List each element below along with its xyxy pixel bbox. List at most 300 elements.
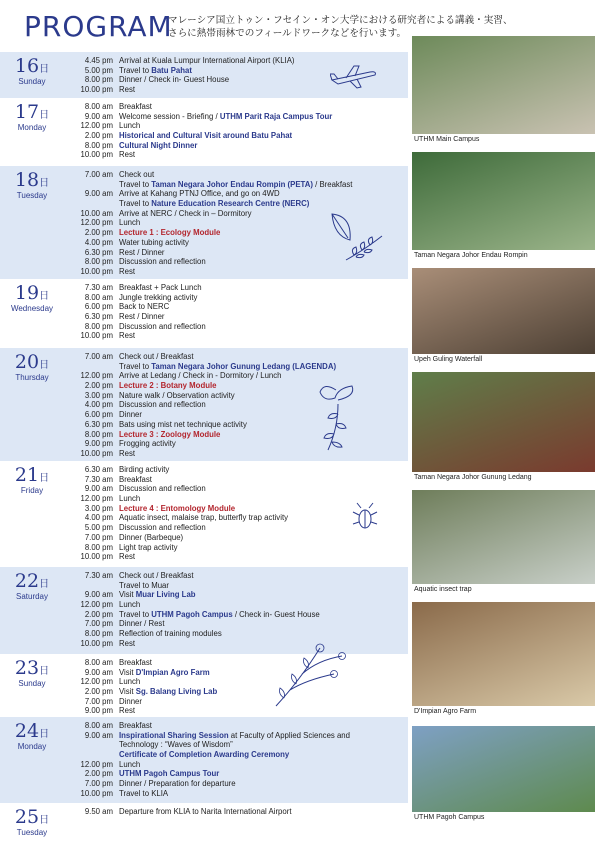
- activity-text: [119, 302, 169, 312]
- day-kanji: 日: [39, 729, 50, 740]
- activity-time: 7.00 am: [84, 352, 113, 361]
- activity-text: [119, 121, 140, 131]
- activity-text: [119, 769, 219, 779]
- photo-caption: Taman Negara Johor Endau Rompin: [414, 252, 528, 259]
- activity-text-part: Arrival at Kuala Lumpur International Airport (KLIA): [119, 56, 295, 65]
- day-activities: [68, 658, 408, 716]
- activity-text-part: Discussion and reflection: [119, 484, 206, 494]
- activity-time: 7.30 am: [84, 283, 113, 292]
- activity-time: 8.00 pm: [84, 140, 113, 150]
- activity-time: 7.00 pm: [84, 779, 113, 789]
- activity-text: [119, 381, 216, 391]
- activity-row: [68, 769, 408, 779]
- activity-text: [119, 66, 192, 76]
- activity-row: [68, 619, 408, 629]
- day-block: [0, 98, 408, 166]
- activity-text: [119, 504, 235, 514]
- waterfall-photo: [412, 268, 595, 354]
- activity-text: [119, 400, 206, 410]
- day-label: [0, 102, 64, 132]
- activity-time: 2.00 pm: [84, 228, 113, 238]
- activity-text: [119, 85, 135, 95]
- activity-text: [119, 410, 142, 420]
- day-kanji: 日: [39, 473, 50, 484]
- activity-text-part: Birding activity: [119, 465, 170, 474]
- highlight-text: Taman Negara Johor Endau Rompin (PETA): [151, 179, 313, 189]
- activity-row: [68, 322, 408, 332]
- highlight-text: Taman Negara Johor Gunung Ledang (LAGENDA): [151, 361, 337, 371]
- activity-row: [68, 581, 408, 591]
- activity-time: 7.00 pm: [84, 696, 113, 706]
- activity-time: 3.00 pm: [84, 503, 113, 513]
- activity-time: 8.00 pm: [84, 429, 113, 439]
- activity-time: 6.30 pm: [84, 312, 113, 322]
- activity-time: 9.00 am: [84, 484, 113, 494]
- activity-text-part: Dinner / Check in- Guest House: [119, 75, 230, 85]
- activity-row: [68, 352, 408, 362]
- day-weekday: Tuesday: [16, 191, 48, 200]
- day-number: 17: [14, 101, 40, 123]
- activity-row: [68, 112, 408, 122]
- activity-text: [119, 721, 152, 731]
- activity-time: 5.00 pm: [84, 523, 113, 533]
- activity-row: [68, 721, 408, 731]
- activity-text: [119, 293, 197, 303]
- activity-text-part: Discussion and reflection: [119, 523, 206, 533]
- activity-text: [119, 789, 168, 799]
- activity-text: [119, 465, 169, 475]
- activity-time: 9.00 am: [84, 189, 113, 199]
- activity-row: [68, 552, 408, 562]
- activity-text: [119, 312, 165, 322]
- activity-time: 10.00 pm: [80, 638, 113, 648]
- activity-text: [119, 189, 280, 199]
- activity-text: [119, 102, 152, 112]
- activity-time: 7.00 am: [84, 170, 113, 179]
- activity-text: [119, 439, 176, 449]
- activity-time: 10.00 pm: [80, 331, 113, 341]
- activity-row: [68, 331, 408, 341]
- activity-row: [68, 807, 408, 817]
- day-weekday: Wednesday: [10, 304, 54, 313]
- activity-text: [119, 371, 282, 381]
- activity-text-part: Dinner (Barbeque): [119, 532, 184, 542]
- activity-row: [68, 571, 408, 581]
- activity-row: [68, 668, 408, 678]
- subtitle-line-1: マレーシア国立トゥン・フセイン・オン大学における研究者による講義・実習、: [168, 15, 513, 26]
- activity-text-part: Lunch: [119, 218, 141, 228]
- day-label: [0, 658, 64, 688]
- activity-time: 6.30 pm: [84, 419, 113, 429]
- activity-time: 12.00 pm: [80, 759, 113, 769]
- activity-text: [119, 731, 350, 741]
- activity-time: 8.00 am: [84, 721, 113, 730]
- activity-row: [68, 658, 408, 668]
- day-kanji: 日: [39, 360, 50, 371]
- activity-text: [119, 248, 165, 258]
- activity-text-part: Rest: [119, 706, 136, 716]
- activity-time: 10.00 pm: [80, 788, 113, 798]
- activity-text: [119, 362, 336, 372]
- activity-text-part: Breakfast: [119, 658, 152, 667]
- activity-text: [119, 697, 142, 707]
- activity-text-part: Rest: [119, 448, 136, 458]
- activity-text: [119, 475, 152, 485]
- activity-text-part: Visit: [119, 590, 136, 600]
- activity-time: 9.00 am: [84, 730, 113, 740]
- activity-text: [119, 687, 217, 697]
- activity-text: [119, 581, 169, 591]
- activity-text-part: Back to NERC: [119, 302, 170, 312]
- activity-time: 8.00 pm: [84, 629, 113, 639]
- activity-text-part: Technology : “Waves of Wisdom”: [119, 740, 233, 750]
- day-block: [0, 461, 408, 567]
- photo-caption: Taman Negara Johor Gunung Ledang: [414, 474, 532, 481]
- activity-text: [119, 352, 194, 362]
- highlight-text: D'Impian Agro Farm: [135, 667, 210, 677]
- activity-text-part: Check out: [119, 170, 155, 179]
- activity-text: [119, 170, 154, 180]
- goat-farm-photo: [412, 602, 595, 706]
- activity-row: [68, 141, 408, 151]
- activity-time: 9.00 pm: [84, 439, 113, 449]
- activity-text-part: Dinner: [119, 410, 142, 420]
- day-weekday: Tuesday: [16, 828, 48, 837]
- day-activities: [68, 283, 408, 341]
- activity-row: [68, 484, 408, 494]
- activity-text: [119, 706, 135, 716]
- activity-time: 10.00 pm: [80, 150, 113, 160]
- lecture-text: Lecture 3 : Zoology Module: [119, 429, 221, 439]
- day-weekday: Saturday: [15, 592, 49, 601]
- day-label: [0, 807, 64, 837]
- activity-time: 9.00 pm: [84, 706, 113, 716]
- activity-text-part: Light trap activity: [119, 542, 178, 552]
- activity-text-part: Lunch: [119, 677, 141, 687]
- activity-text-part: Check out / Breakfast: [119, 352, 194, 361]
- activity-row: [68, 189, 408, 199]
- activity-text-part: Water tubing activity: [119, 237, 189, 247]
- day-label: [0, 721, 64, 751]
- activity-text: [119, 267, 135, 277]
- highlight-text: Batu Pahat: [151, 65, 192, 75]
- activity-text-part: Travel to: [119, 199, 152, 209]
- activity-text: [119, 322, 206, 332]
- day-kanji: 日: [39, 579, 50, 590]
- day-number: 18: [14, 169, 40, 191]
- activity-text-part: Arrive at NERC / Check in – Dormitory: [119, 208, 252, 218]
- activity-row: [68, 170, 408, 180]
- activity-text-part: Lunch: [119, 494, 141, 504]
- activity-text: [119, 740, 233, 750]
- activity-text-part: Nature walk / Observation activity: [119, 390, 235, 400]
- activity-time: 12.00 pm: [80, 494, 113, 504]
- highlight-text: UTHM Pagoh Campus Tour: [119, 769, 220, 779]
- activity-text: [119, 543, 178, 553]
- activity-row: [68, 362, 408, 372]
- activity-text: [119, 677, 140, 687]
- highlight-text: Certificate of Completion Awarding Ceremony: [119, 750, 290, 760]
- activity-text: [119, 420, 247, 430]
- beetle-icon: [352, 502, 378, 532]
- activity-text-part: Lunch: [119, 600, 141, 610]
- activity-text: [119, 209, 252, 219]
- activity-time: 9.00 am: [84, 667, 113, 677]
- day-kanji: 日: [39, 64, 50, 75]
- campus-model-photo: [412, 36, 595, 134]
- aerial-campus-photo: [412, 726, 595, 812]
- activity-text-part: Lunch: [119, 121, 141, 131]
- activity-text-part: Dinner / Rest: [119, 619, 165, 629]
- highlight-text: Muar Living Lab: [135, 590, 196, 600]
- day-activities: [68, 102, 408, 160]
- activity-text-part: Arrive at Ledang / Check in - Dormitory / Lunch: [119, 371, 282, 381]
- activity-text-part: Travel to: [119, 65, 152, 75]
- photo-caption: UTHM Main Campus: [414, 136, 480, 143]
- activity-text: [119, 779, 236, 789]
- activity-row: [68, 740, 408, 750]
- activity-row: [68, 543, 408, 553]
- day-weekday: Thursday: [15, 373, 49, 382]
- day-number: 23: [14, 657, 40, 679]
- activity-row: [68, 706, 408, 716]
- activity-time: 10.00 pm: [80, 85, 113, 95]
- activity-text: [119, 760, 140, 770]
- activity-text: [119, 449, 135, 459]
- activity-row: [68, 677, 408, 687]
- activity-row: [68, 102, 408, 112]
- activity-text: [119, 150, 135, 160]
- activity-text-part: Travel to Muar: [119, 580, 169, 590]
- day-activities: [68, 571, 408, 649]
- activity-text: [119, 533, 183, 543]
- activity-text: [119, 523, 206, 533]
- activity-text-part: Travel to: [119, 361, 152, 371]
- activity-time: 10.00 pm: [80, 448, 113, 458]
- day-block: [0, 279, 408, 348]
- activity-text-part: Discussion and reflection: [119, 257, 206, 267]
- activity-text-part: Visit: [119, 687, 136, 697]
- activity-time: 2.00 pm: [84, 687, 113, 697]
- highlight-text: Cultural Night Dinner: [119, 140, 198, 150]
- day-activities: [68, 721, 408, 799]
- day-number: 25: [14, 806, 40, 828]
- activity-text-part: Rest: [119, 552, 136, 562]
- activity-text-part: Rest: [119, 85, 136, 95]
- activity-text: [119, 629, 222, 639]
- activity-text: [119, 571, 194, 581]
- activity-text: [119, 668, 210, 678]
- activity-row: [68, 267, 408, 277]
- subtitle-line-2: さらに熱帯雨林でのフィールドワークなどを行います。: [168, 28, 407, 39]
- activity-row: [68, 629, 408, 639]
- activity-time: 2.00 pm: [84, 609, 113, 619]
- lecture-text: Lecture 4 : Entomology Module: [119, 503, 236, 513]
- activity-text-part: Breakfast: [119, 721, 152, 730]
- activity-row: [68, 750, 408, 760]
- day-number: 21: [14, 464, 40, 486]
- activity-time: 8.00 am: [84, 658, 113, 667]
- activity-row: [68, 610, 408, 620]
- activity-text: [119, 484, 206, 494]
- day-number: 19: [14, 282, 40, 304]
- activity-row: [68, 533, 408, 543]
- day-kanji: 日: [39, 666, 50, 677]
- day-number: 16: [14, 55, 40, 77]
- activity-row: [68, 779, 408, 789]
- highlight-text: Historical and Cultural Visit around Batu Pahat: [119, 131, 293, 141]
- activity-text-part: Jungle trekking activity: [119, 292, 198, 302]
- day-label: [0, 571, 64, 601]
- activity-time: 8.00 am: [84, 102, 113, 111]
- activity-time: 12.00 pm: [80, 677, 113, 687]
- activity-text-part: Dinner / Preparation for departure: [119, 779, 236, 789]
- activity-text-part: Breakfast: [119, 474, 152, 484]
- activity-text-part: at Faculty of Applied Sciences and: [228, 730, 350, 740]
- photo-caption: UTHM Pagoh Campus: [414, 814, 485, 821]
- activity-time: 9.00 am: [84, 590, 113, 600]
- activity-text: [119, 218, 140, 228]
- day-weekday: Monday: [17, 742, 47, 751]
- activity-time: 12.00 pm: [80, 600, 113, 610]
- activity-row: [68, 731, 408, 741]
- activity-time: 8.00 pm: [84, 542, 113, 552]
- photo-caption: Aquatic insect trap: [414, 586, 472, 593]
- day-kanji: 日: [39, 110, 50, 121]
- activity-row: [68, 687, 408, 697]
- activity-text: [119, 639, 135, 649]
- activity-text-part: Discussion and reflection: [119, 400, 206, 410]
- activity-time: 10.00 am: [80, 208, 113, 218]
- activity-time: 3.00 pm: [84, 390, 113, 400]
- activity-text-part: Rest / Dinner: [119, 247, 165, 257]
- lodge-photo: [412, 372, 595, 472]
- activity-text-part: Rest: [119, 638, 136, 648]
- activity-time: 9.50 am: [84, 807, 113, 816]
- activity-time: 8.00 am: [84, 292, 113, 302]
- activity-text: [119, 131, 292, 141]
- lecture-text: Lecture 2 : Botany Module: [119, 381, 217, 391]
- photo-caption: D'Impian Agro Farm: [414, 708, 477, 715]
- activity-row: [68, 150, 408, 160]
- activity-text: [119, 494, 140, 504]
- day-label: [0, 283, 64, 313]
- activity-time: 12.00 pm: [80, 371, 113, 381]
- activity-text: [119, 56, 295, 66]
- activity-text: [119, 180, 352, 190]
- activity-time: 6.30 pm: [84, 247, 113, 257]
- activity-text: [119, 807, 291, 817]
- activity-text: [119, 600, 140, 610]
- activity-row: [68, 180, 408, 190]
- activity-text-part: Departure from KLIA to Narita International Airport: [119, 807, 292, 816]
- stream-photo: [412, 490, 595, 584]
- activity-time: 9.00 am: [84, 111, 113, 121]
- day-kanji: 日: [39, 178, 50, 189]
- activity-text: [119, 199, 309, 209]
- day-weekday: Sunday: [18, 77, 46, 86]
- highlight-text: Sg. Balang Living Lab: [135, 687, 218, 697]
- activity-time: 8.00 pm: [84, 75, 113, 85]
- day-weekday: Sunday: [18, 679, 46, 688]
- activity-time: 8.00 pm: [84, 257, 113, 267]
- activity-time: 6.00 pm: [84, 302, 113, 312]
- activity-text-part: Rest: [119, 331, 136, 341]
- activity-text: [119, 513, 288, 523]
- activity-text-part: Discussion and reflection: [119, 321, 206, 331]
- activity-text-part: Travel to KLIA: [119, 788, 169, 798]
- activity-text: [119, 619, 165, 629]
- activity-text: [119, 257, 206, 267]
- activity-row: [68, 312, 408, 322]
- activity-text-part: Reflection of training modules: [119, 629, 222, 639]
- activity-time: 10.00 pm: [80, 552, 113, 562]
- activity-text: [119, 141, 197, 151]
- airplane-icon: [330, 62, 378, 90]
- activity-time: 12.00 pm: [80, 218, 113, 228]
- activity-time: 2.00 pm: [84, 381, 113, 391]
- park-entrance-photo: [412, 152, 595, 250]
- activity-time: 7.30 am: [84, 571, 113, 580]
- activity-row: [68, 283, 408, 293]
- day-number: 24: [14, 720, 40, 742]
- activity-text-part: Aquatic insect, malaise trap, butterfly trap activity: [119, 513, 289, 523]
- activity-time: 4.45 pm: [84, 56, 113, 65]
- activity-text: [119, 750, 289, 760]
- day-block: [0, 803, 408, 848]
- activity-text-part: Visit: [119, 667, 136, 677]
- activity-text-part: Dinner: [119, 696, 142, 706]
- activity-row: [68, 199, 408, 209]
- highlight-text: Nature Education Research Centre (NERC): [151, 199, 310, 209]
- activity-row: [68, 465, 408, 475]
- activity-text: [119, 112, 332, 122]
- activity-time: 2.00 pm: [84, 131, 113, 141]
- activity-row: [68, 789, 408, 799]
- activity-time: 12.00 pm: [80, 121, 113, 131]
- activity-text-part: / Breakfast: [312, 179, 353, 189]
- activity-text: [119, 610, 320, 620]
- activity-text-part: Travel to: [119, 609, 152, 619]
- activity-text-part: Welcome session - Briefing /: [119, 111, 220, 121]
- activity-time: 8.00 pm: [84, 321, 113, 331]
- activity-time: 7.30 am: [84, 474, 113, 484]
- activity-row: [68, 121, 408, 131]
- activity-time: 4.00 pm: [84, 237, 113, 247]
- day-label: [0, 56, 64, 86]
- highlight-text: UTHM Pagoh Campus: [151, 609, 233, 619]
- activity-row: [68, 590, 408, 600]
- activity-time: 7.00 pm: [84, 619, 113, 629]
- activity-time: 6.30 am: [84, 465, 113, 474]
- activity-text: [119, 590, 196, 600]
- activity-text-part: Breakfast: [119, 102, 152, 111]
- activity-text-part: Lunch: [119, 759, 141, 769]
- butterfly-icon: [308, 384, 364, 454]
- highlight-text: UTHM Parit Raja Campus Tour: [219, 111, 333, 121]
- activity-text-part: Check out / Breakfast: [119, 571, 194, 580]
- activity-row: [68, 475, 408, 485]
- activity-row: [68, 697, 408, 707]
- day-activities: [68, 807, 408, 817]
- activity-time: 7.00 pm: [84, 532, 113, 542]
- day-number: 20: [14, 351, 40, 373]
- page-title: PROGRAM: [24, 10, 173, 43]
- leaf-icon: [326, 210, 386, 266]
- activity-row: [68, 371, 408, 381]
- day-kanji: 日: [39, 291, 50, 302]
- activity-text-part: Arrive at Kahang PTNJ Office, and go on 4WD: [119, 189, 280, 199]
